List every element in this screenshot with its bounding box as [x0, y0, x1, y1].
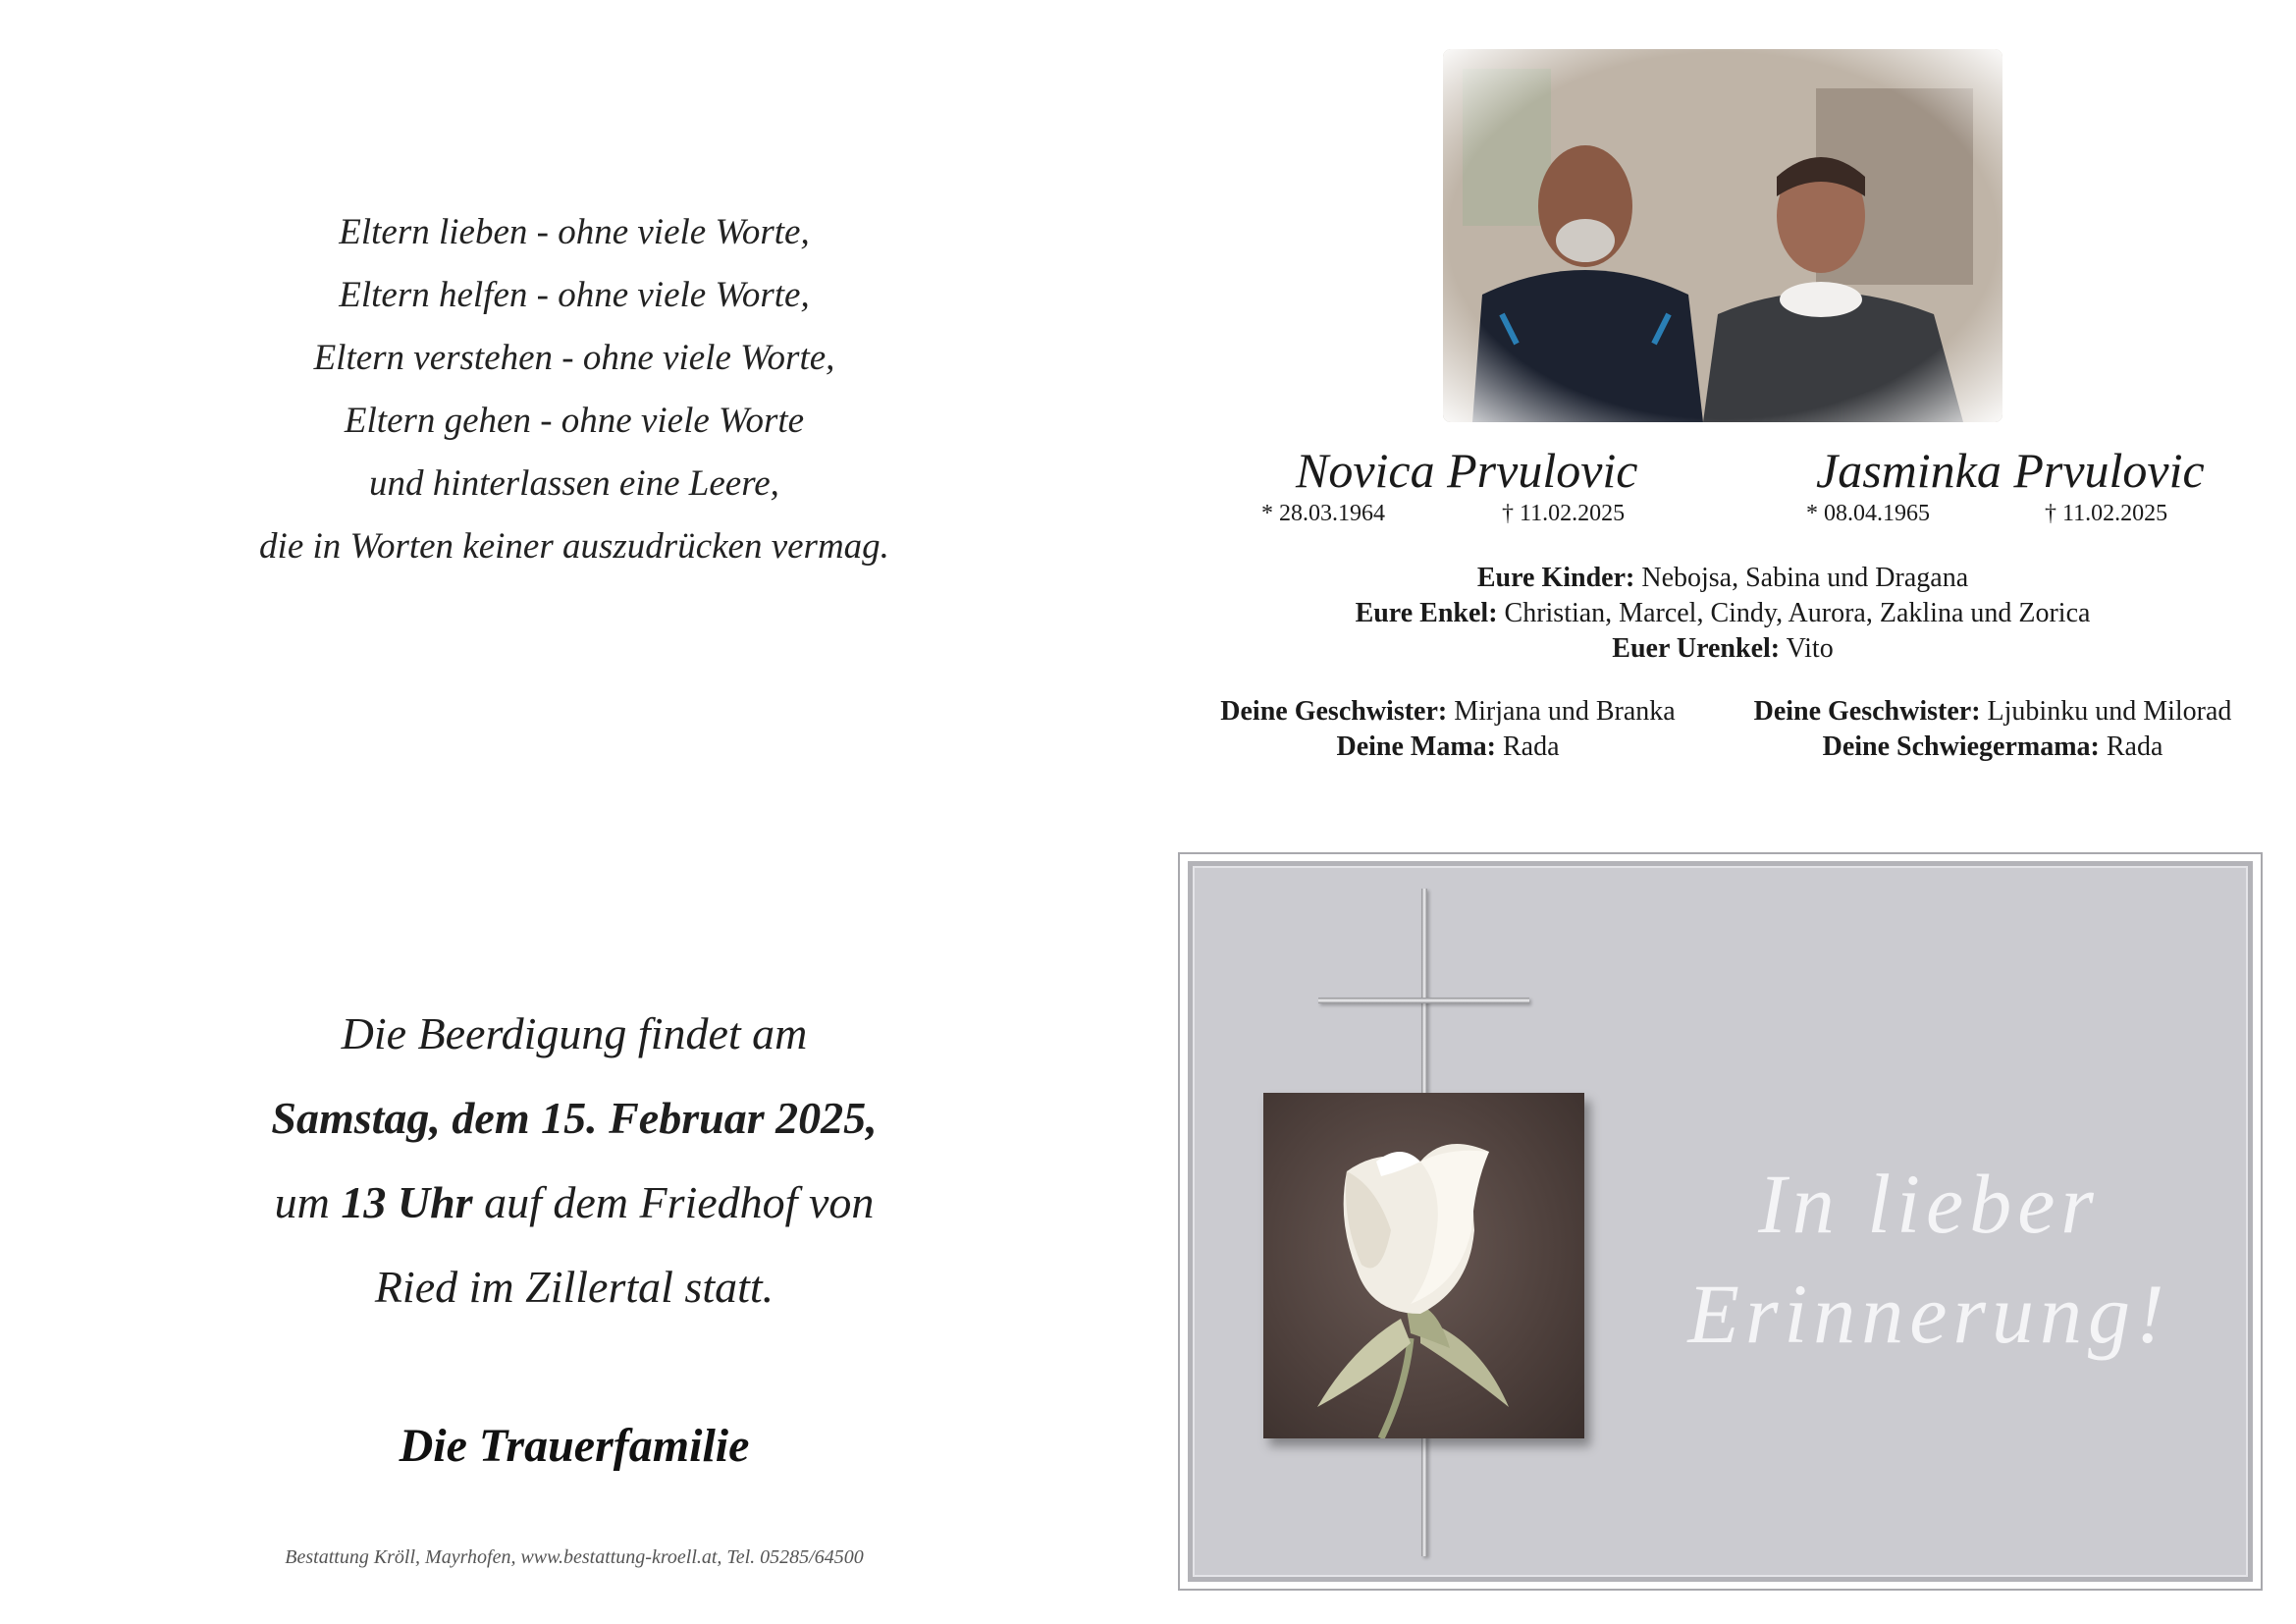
relatives-great-grandchild [1178, 631, 2268, 667]
funeral-announcement [137, 992, 1011, 1329]
relatives-right-mother-in-law [1733, 730, 2253, 765]
label: Deine Schwiegermama: [1822, 731, 2100, 762]
deceased-2-died: † 11.02.2025 [2045, 501, 2168, 526]
label: Deine Mama: [1336, 731, 1496, 762]
funeral-time-suffix: auf dem Friedhof von [484, 1177, 875, 1227]
signature: Die Trauerfamilie [399, 1420, 750, 1472]
funeral-date [137, 1076, 1011, 1161]
relatives-left-siblings [1198, 694, 1698, 730]
poem-line: Eltern lieben - ohne viele Worte, [339, 212, 810, 252]
rose-image [1263, 1093, 1584, 1438]
relatives-grandchildren [1178, 596, 2268, 631]
memorial-text [1610, 1149, 2248, 1369]
undertaker-footer: Bestattung Kröll, Mayrhofen, www.bestattung-kroell.at, Tel. 05285/64500 [285, 1546, 864, 1568]
poem [137, 201, 1011, 578]
label: Deine Geschwister: [1753, 696, 1981, 727]
deceased-2-name: Jasminka Prvulovic [1816, 443, 2205, 498]
funeral-line-3 [137, 1161, 1011, 1245]
funeral-date-text: Samstag, dem 15. Februar 2025, [271, 1093, 878, 1143]
deceased-1-name: Novica Prvulovic [1296, 443, 1638, 498]
value: Mirjana und Branka [1454, 696, 1676, 727]
poem-line: und hinterlassen eine Leere, [369, 463, 779, 504]
relatives-right [1733, 694, 2253, 765]
funeral-line-1: Die Beerdigung findet am [341, 1008, 808, 1058]
value: Nebojsa, Sabina und Dragana [1641, 563, 1969, 593]
label: Eure Enkel: [1355, 598, 1498, 628]
cross-bar [1318, 998, 1529, 1003]
funeral-time-prefix: um [274, 1177, 330, 1227]
value: Ljubinku und Milorad [1987, 696, 2232, 727]
funeral-time: 13 Uhr [341, 1177, 473, 1227]
value: Christian, Marcel, Cindy, Aurora, Zaklina und Zorica [1504, 598, 2091, 628]
deceased-2-born: * 08.04.1965 [1806, 501, 1930, 526]
relatives-children [1178, 561, 2268, 596]
relatives-left-mother [1198, 730, 1698, 765]
label: Eure Kinder: [1476, 563, 1635, 593]
label: Euer Urenkel: [1612, 633, 1781, 664]
memorial-line-2: Erinnerung! [1687, 1267, 2170, 1361]
value: Vito [1786, 633, 1834, 664]
relatives-left [1198, 694, 1698, 765]
relatives-right-siblings [1733, 694, 2253, 730]
memorial-line-1: In lieber [1758, 1157, 2100, 1251]
value: Rada [2106, 731, 2163, 762]
couple-photo [1443, 49, 2002, 422]
relatives-shared [1178, 561, 2268, 667]
funeral-location: Ried im Zillertal statt. [374, 1262, 774, 1312]
label: Deine Geschwister: [1220, 696, 1448, 727]
deceased-1-died: † 11.02.2025 [1502, 501, 1626, 526]
poem-line: Eltern helfen - ohne viele Worte, [339, 275, 810, 315]
poem-line: die in Worten keiner auszudrücken vermag. [259, 526, 889, 567]
value: Rada [1502, 731, 1560, 762]
poem-line: Eltern verstehen - ohne viele Worte, [313, 338, 835, 378]
deceased-1-born: * 28.03.1964 [1261, 501, 1385, 526]
poem-line: Eltern gehen - ohne viele Worte [344, 401, 805, 441]
